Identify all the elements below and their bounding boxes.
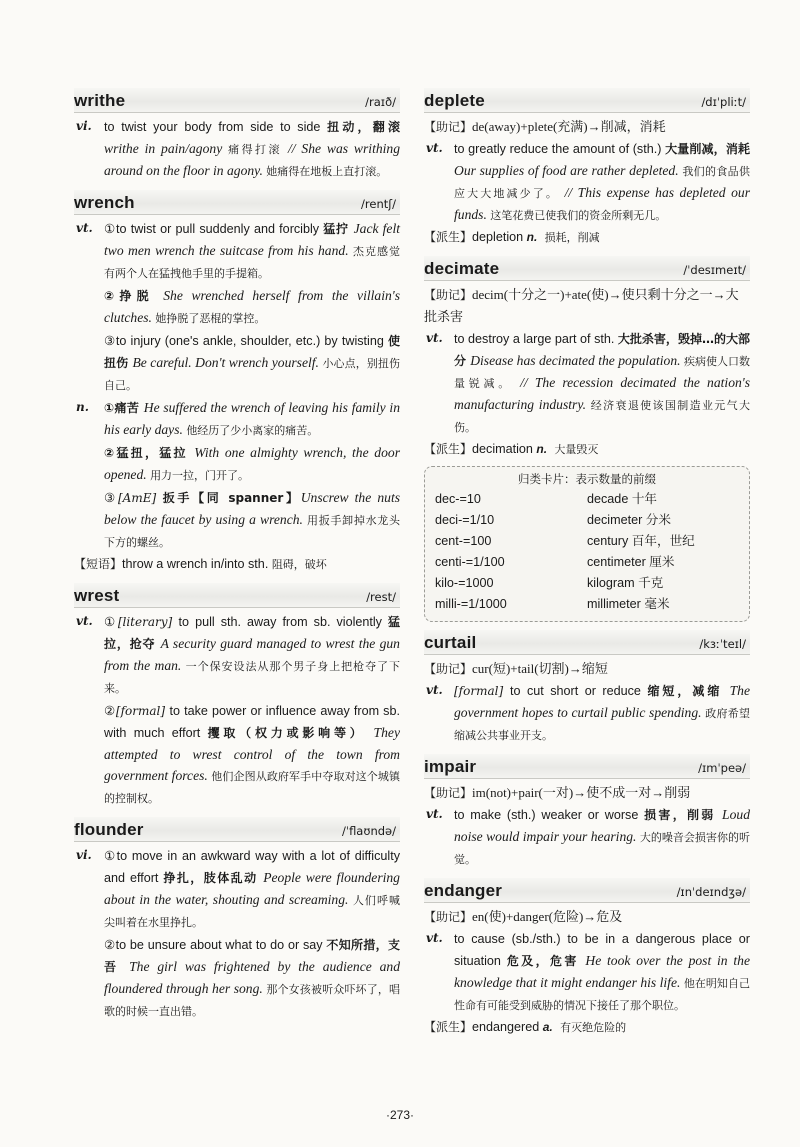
headword: wrench [74, 193, 135, 212]
entry-tr: 大的噪音会损害你的听觉。 [454, 831, 750, 866]
label-line [74, 553, 400, 575]
sense [424, 328, 750, 438]
card-title: 归类卡片：表示数量的前缀 [518, 472, 656, 486]
label-tag: 【助记】 [424, 288, 473, 302]
label-body [472, 230, 600, 244]
dictionary-entry [74, 817, 400, 1022]
entry-tr: 我们的食品供应大大地减少了。 [454, 165, 750, 200]
label-body [472, 1020, 626, 1034]
pronunciation: /kɜːˈteɪl/ [699, 637, 746, 651]
sense [424, 138, 750, 226]
entry-zh: 挣扎，肢体乱动 [163, 871, 264, 885]
label-body [472, 442, 598, 456]
entry-def: ② [104, 704, 116, 718]
entry-zh: ②猛扭，猛拉 [104, 446, 195, 460]
label-line [424, 438, 750, 460]
part-of-speech: vt. [426, 331, 443, 345]
card-example: centimeter 厘米 [587, 555, 675, 569]
entry-mnem: de(away)+plete(充满)→削减，消耗 [472, 119, 666, 134]
headword-bar [74, 190, 400, 215]
headword: wrest [74, 586, 120, 605]
label-line [424, 782, 750, 804]
entry-tr: 她挣脱了恶棍的掌控。 [155, 312, 266, 325]
label-tag: 【助记】 [424, 662, 473, 676]
card-prefix: kilo-=1000 [435, 576, 494, 590]
entry-ex: // This expense has depleted our funds. [454, 185, 750, 222]
card-prefix: cent-=100 [435, 534, 492, 548]
category-card [424, 466, 750, 622]
entry-ex: The government hopes to curtail public spending. [454, 683, 750, 720]
part-of-speech: vi. [76, 119, 92, 133]
entry-tr: 政府希望缩减公共事业开支。 [454, 707, 750, 742]
entry-zh: 使扭伤 [104, 334, 400, 370]
entry-zh: 攫取（权力或影响等） [207, 726, 374, 740]
sense [424, 804, 750, 870]
entry-ex: People were floundering about in the water, shouting and screaming. [104, 870, 400, 907]
entry-def: to greatly reduce the amount of (sth.) [454, 142, 666, 156]
headword: deplete [424, 91, 485, 110]
headword-bar [424, 630, 750, 655]
entry-tr: 用扳手卸掉水龙头下方的螺丝。 [104, 514, 400, 549]
dictionary-entry [74, 190, 400, 575]
headword-bar [424, 88, 750, 113]
sense [424, 928, 750, 1016]
entry-def: to make (sth.) weaker or worse [454, 808, 645, 822]
headword: impair [424, 757, 477, 776]
entry-tr: 他经历了少小离家的痛苦。 [186, 424, 319, 437]
entry-tr: 杰克感觉有两个人在猛拽他手里的手提箱。 [104, 245, 400, 280]
headword: endanger [424, 881, 503, 900]
headword: writhe [74, 91, 126, 110]
entry-zh: 危及，危害 [506, 954, 586, 968]
entry-zh: 扭动，翻滚 [327, 120, 400, 134]
entry-ex: Our supplies of food are rather depleted. [454, 163, 683, 178]
pronunciation: /raɪð/ [365, 95, 396, 109]
entry-tr: 他在明知自己性命有可能受到威胁的情况下接任了那个职位。 [454, 977, 750, 1012]
entry-tag: [literary] [117, 615, 179, 629]
entry-def: ③ [104, 491, 118, 505]
entry-tr: 大量毁灭 [554, 443, 599, 456]
label-tag: 【派生】 [424, 1020, 473, 1034]
entry-tr: 有灭绝危险的 [560, 1021, 627, 1034]
entry-ex: A security guard managed to wrest the gun from the man. [104, 636, 400, 673]
dictionary-entry [424, 878, 750, 1038]
entry-tag: [AmE] [118, 491, 163, 505]
card-prefix: dec-=10 [435, 492, 481, 506]
label-tag: 【助记】 [424, 786, 473, 800]
entry-ex: He took over the post in the knowledge that it might endanger his life. [454, 953, 751, 990]
entry-zh: 猛拧 [323, 222, 354, 236]
pronunciation: /dɪˈpliːt/ [701, 95, 746, 109]
label-tag: 【派生】 [424, 230, 473, 244]
label-line [424, 658, 750, 680]
part-of-speech: vt. [426, 931, 443, 945]
headword-bar [424, 878, 750, 903]
entry-ex: They attempted to wrest control of the town from government forces. [104, 725, 400, 783]
entry-def: to take power or influence away from sb. with much effort [104, 704, 400, 740]
headword: flounder [74, 820, 144, 839]
label-body [472, 786, 690, 800]
entry-tr: 那个女孩被听众吓坏了，唱歌的时候一直出错。 [104, 983, 401, 1018]
label-line [424, 116, 750, 138]
entry-tag: [formal] [454, 684, 510, 698]
headword-bar [74, 817, 400, 842]
entry-def: ②to be unsure about what to do or say [104, 938, 327, 952]
entry-def: to twist your body from side to side [104, 120, 328, 134]
card-example: kilogram 千克 [587, 576, 664, 590]
entry-mnem: cur(短)+tail(切割)→缩短 [472, 661, 608, 676]
entry-tr: 小心点，别扭伤自己。 [104, 357, 401, 392]
entry-ex: She wrenched herself from the villain's clutches. [104, 288, 400, 325]
dictionary-entry [424, 754, 750, 870]
entry-def: to pull sth. away from sb. violently [178, 615, 388, 629]
label-line [424, 906, 750, 928]
entry-zh: 扳手【同 spanner】 [162, 491, 301, 505]
label-body [122, 557, 327, 571]
entry-tr: 痛得打滚 [228, 143, 288, 156]
card-example: century 百年，世纪 [587, 534, 695, 548]
part-of-speech: n. [76, 400, 89, 414]
entry-pos: a. [542, 1020, 557, 1034]
headword-bar [424, 754, 750, 779]
entry-pos: n. [536, 442, 551, 456]
entry-def: to cut short or reduce [509, 684, 648, 698]
entry-tr: 阻碍，破坏 [271, 558, 327, 571]
entry-zh: ②挣脱 [104, 289, 164, 303]
entry-mnem: im(not)+pair(一对)→使不成一对→削弱 [472, 785, 691, 800]
label-body [472, 120, 666, 134]
label-body [472, 662, 608, 676]
card-prefix: centi-=1/100 [435, 555, 505, 569]
headword-bar [74, 88, 400, 113]
part-of-speech: vi. [76, 848, 92, 862]
entry-def: decimation [472, 442, 537, 456]
entry-tr: 用力一拉，门开了。 [150, 469, 250, 482]
headword-bar [74, 583, 400, 608]
entry-def: to destroy a large part of sth. [454, 332, 618, 346]
label-body [424, 288, 739, 324]
page-number: ·273· [385, 1108, 414, 1122]
sense [74, 218, 400, 284]
card-example: decade 十年 [587, 492, 658, 506]
sense [74, 611, 400, 699]
entry-def: depletion [472, 230, 527, 244]
entry-ex: With one almighty wrench, the door opened. [104, 445, 400, 482]
entry-ex: Jack felt two men wrench the suitcase from his hand. [104, 221, 400, 258]
sense [74, 934, 400, 1022]
pronunciation: /ˈflaʊndə/ [342, 824, 396, 838]
card-grid [435, 489, 739, 615]
pronunciation: /rest/ [366, 590, 396, 604]
entry-tr: 经济衰退使该国制造业元气大伤。 [454, 399, 750, 434]
entry-ex: The girl was frightened by the audience and floundered through her song. [104, 959, 400, 996]
label-tag: 【助记】 [424, 910, 473, 924]
pronunciation: /ˈdesɪmeɪt/ [683, 263, 746, 277]
sense [74, 442, 400, 486]
entry-tr: 她痛得在地板上直打滚。 [266, 165, 388, 178]
entry-zh: 猛拉，抢夺 [104, 615, 401, 651]
pronunciation: /rentʃ/ [361, 197, 396, 211]
entry-tr: 一个保安设法从那个男子身上把枪夺了下来。 [104, 660, 400, 695]
left-column [74, 88, 400, 1030]
entry-zh: 损害，削弱 [644, 808, 723, 822]
entry-ex: Unscrew the nuts below the faucet by using a wrench. [104, 490, 401, 527]
part-of-speech: vt. [76, 221, 93, 235]
dictionary-entry [424, 630, 750, 746]
entry-mnem: decim(十分之一)+ate(使)→使只剩十分之一→大批杀害 [424, 287, 739, 324]
pronunciation: /ɪnˈdeɪndʒə/ [676, 885, 746, 899]
entry-def: ① [104, 615, 118, 629]
entry-zh: 大批杀害，毁掉…的大部分 [454, 332, 750, 368]
label-tag: 【派生】 [424, 442, 473, 456]
entry-ex: Disease has decimated the population. [470, 353, 684, 368]
entry-ex: Be careful. Don't wrench yourself. [132, 355, 323, 370]
dictionary-entry [424, 88, 750, 248]
label-tag: 【短语】 [74, 557, 123, 571]
entry-tr: 疾病使人口数量锐减。 [454, 355, 750, 390]
entry-def: to cause (sb./sth.) to be in a dangerous place or situation [454, 932, 750, 968]
entry-def: endangered [472, 1020, 543, 1034]
sense [74, 285, 400, 329]
entry-def: ③to injury (one's ankle, shoulder, etc.) by twisting [104, 334, 388, 348]
entry-zh: 缩短，减缩 [647, 684, 730, 698]
entry-ex: // The recession decimated the nation's manufacturing industry. [454, 375, 750, 412]
part-of-speech: vt. [426, 807, 443, 821]
label-tag: 【助记】 [424, 120, 473, 134]
pronunciation: /ɪmˈpeə/ [698, 761, 746, 775]
dictionary-entry [74, 583, 400, 809]
sense [74, 845, 400, 933]
entry-def: ①to move in an awkward way with a lot of difficulty and effort [104, 849, 400, 885]
entry-zh: 大量削减，消耗 [665, 142, 750, 156]
label-body [472, 910, 622, 924]
part-of-speech: vt. [76, 614, 93, 628]
part-of-speech: vt. [426, 141, 443, 155]
entry-ex: writhe in pain/agony [104, 141, 229, 156]
sense [74, 116, 400, 182]
headword-bar [424, 256, 750, 281]
card-example: millimeter 毫米 [587, 597, 670, 611]
entry-tag: [formal] [115, 704, 170, 718]
label-line [424, 226, 750, 248]
entry-tr: 人们呼喊尖叫着在水里挣扎。 [104, 894, 400, 929]
dictionary-entry [424, 256, 750, 622]
entry-zh: ①痛苦 [104, 401, 144, 415]
dictionary-entry [74, 88, 400, 182]
entry-ex: He suffered the wrench of leaving his family in his early days. [104, 400, 401, 437]
entry-tr: 这笔花费已使我们的资金所剩无几。 [490, 209, 667, 222]
right-column [424, 88, 750, 1046]
entry-mnem: en(使)+danger(危险)→危及 [472, 909, 623, 924]
entry-def: ①to twist or pull suddenly and forcibly [104, 222, 324, 236]
entry-zh: 不知所措，支吾 [104, 938, 400, 974]
entry-pos: n. [526, 230, 541, 244]
sense [74, 397, 400, 441]
label-line [424, 1016, 750, 1038]
sense [424, 680, 750, 746]
headword: curtail [424, 633, 477, 652]
sense [74, 700, 400, 809]
headword: decimate [424, 259, 500, 278]
entry-ex: // She was writhing around on the floor in agony. [104, 141, 401, 178]
part-of-speech: vt. [426, 683, 443, 697]
sense [74, 487, 400, 553]
entry-ex: Loud noise would impair your hearing. [454, 807, 750, 844]
entry-tr: 损耗，削减 [544, 231, 600, 244]
card-prefix: deci-=1/10 [435, 513, 495, 527]
entry-tr: 他们企图从政府军手中夺取对这个城镇的控制权。 [104, 770, 400, 805]
sense [74, 330, 400, 396]
card-prefix: milli-=1/1000 [435, 597, 507, 611]
label-line [424, 284, 750, 328]
entry-def: throw a wrench in/into sth. [122, 557, 272, 571]
card-example: decimeter 分米 [587, 513, 671, 527]
